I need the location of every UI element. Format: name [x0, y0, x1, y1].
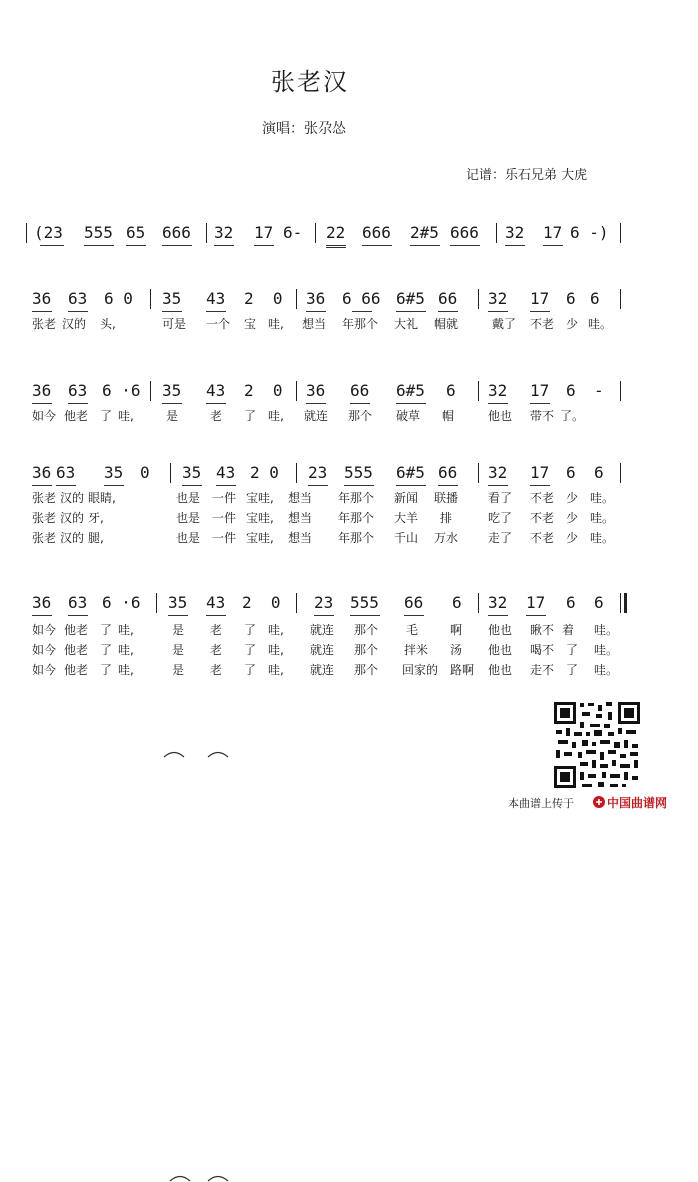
lyric-word: 哇。: [590, 511, 615, 525]
notation-token: 43: [206, 289, 226, 308]
lyric-word: 也是: [176, 491, 201, 505]
lyric-word: 千山: [394, 531, 419, 545]
lyric-word: 汉的: [60, 511, 85, 525]
lyric-word: 张老: [32, 531, 57, 545]
lyric-word: 那个: [354, 663, 379, 677]
notation-token: 6 ·6: [102, 593, 141, 612]
lyric-word: 那个: [354, 623, 379, 637]
notation-token: 66: [438, 463, 458, 482]
lyric-word: 那个: [354, 643, 379, 657]
notation-token: 6#5: [396, 463, 425, 482]
lyrics-line-3-verse-1: [0, 490, 698, 508]
notation-token: 666: [450, 223, 479, 242]
notation-line-intro: [0, 222, 698, 248]
lyric-word: 他也: [488, 663, 513, 677]
lyric-word: 哇。: [590, 531, 615, 545]
notation-line-4: [0, 592, 698, 618]
lyric-word: 戴了: [492, 317, 517, 331]
notation-token: 36: [306, 381, 326, 400]
lyric-word: 想当: [288, 511, 313, 525]
notation-token: 36: [32, 289, 52, 308]
lyric-word: 哇,: [268, 409, 284, 423]
notation-token: 666: [162, 223, 191, 242]
notation-token: 43: [216, 463, 236, 482]
notation-token: 6: [566, 463, 576, 482]
notation-token: 2#5: [410, 223, 439, 242]
notation-token: 63: [68, 593, 88, 612]
lyric-word: 是: [172, 623, 185, 637]
lyric-word: 了: [100, 409, 113, 423]
lyrics-line-4-verse-3: [0, 662, 698, 680]
lyric-word: 哇。: [588, 317, 613, 331]
notation-token: 666: [362, 223, 391, 242]
notation-token: 17: [530, 463, 550, 482]
lyric-word: 破草: [396, 409, 421, 423]
performer-credit: 演唱：张尕怂: [262, 121, 346, 137]
notation-token: 6: [594, 463, 604, 482]
lyric-word: 是: [166, 409, 179, 423]
lyric-word: 了: [244, 643, 257, 657]
notation-token: 6 -): [570, 223, 609, 242]
lyric-word: 年那个: [342, 317, 379, 331]
lyric-word: 回家的: [402, 663, 439, 677]
lyric-word: 宝: [244, 317, 257, 331]
notation-token: 6#5: [396, 289, 425, 308]
lyric-word: 不老: [530, 511, 555, 525]
notation-token: 32: [214, 223, 234, 242]
lyric-word: 就连: [310, 623, 335, 637]
notation-token: 17: [254, 223, 274, 242]
lyric-word: 老: [210, 409, 223, 423]
lyric-word: 年那个: [338, 491, 375, 505]
lyric-word: 少: [566, 511, 579, 525]
lyric-word: 老: [210, 623, 223, 637]
lyric-word: 少: [566, 531, 579, 545]
lyric-word: 哇,: [118, 663, 134, 677]
lyric-word: 不老: [530, 531, 555, 545]
lyric-word: 联播: [434, 491, 459, 505]
lyric-word: 想当: [288, 531, 313, 545]
notation-token: 6 ·6: [102, 381, 141, 400]
lyric-word: 老: [210, 663, 223, 677]
slur-mark: [206, 748, 230, 758]
lyric-word: 他老: [64, 623, 89, 637]
lyrics-line-4-verse-1: [0, 622, 698, 640]
svg-text:中国曲谱网: 中国曲谱网: [607, 796, 668, 810]
notation-token: 65: [126, 223, 146, 242]
lyric-word: 着: [562, 623, 575, 637]
notation-token: 6: [446, 381, 456, 400]
notation-token: 2 0: [244, 381, 283, 400]
lyric-word: 排: [440, 511, 453, 525]
lyric-word: 了: [244, 623, 257, 637]
lyrics-line-2: [0, 408, 698, 426]
site-logo: [592, 793, 688, 811]
notation-token: 6: [594, 593, 604, 612]
notation-token: 2 0: [242, 593, 281, 612]
notation-token: 17: [530, 289, 550, 308]
notation-token: 23: [308, 463, 328, 482]
lyric-word: 是: [172, 663, 185, 677]
lyric-word: 哇,: [118, 643, 134, 657]
notation-token: 66: [404, 593, 424, 612]
lyric-word: 喝不: [530, 643, 555, 657]
notation-token: 43: [206, 593, 226, 612]
notation-token: 35: [182, 463, 202, 482]
notation-token: 36: [32, 593, 52, 612]
lyric-word: 年那个: [338, 511, 375, 525]
notation-token: 36: [306, 289, 326, 308]
lyric-word: 哇。: [594, 623, 619, 637]
lyric-word: 了: [100, 643, 113, 657]
notation-token: 2 0: [244, 289, 283, 308]
notation-token: 2 0: [250, 463, 279, 482]
lyric-word: 吃了: [488, 511, 513, 525]
lyric-word: 想当: [302, 317, 327, 331]
lyric-word: 了: [244, 663, 257, 677]
lyric-word: 不老: [530, 491, 555, 505]
lyric-word: 拌米: [404, 643, 429, 657]
notation-token: 6 66: [342, 289, 381, 308]
lyric-word: 他也: [488, 623, 513, 637]
qr-code-image: [552, 700, 642, 790]
lyric-word: 帽就: [434, 317, 459, 331]
notation-token: 6#5: [396, 381, 425, 400]
lyric-word: 哇,: [118, 623, 134, 637]
lyric-word: 新闻: [394, 491, 419, 505]
lyric-word: 他也: [488, 643, 513, 657]
notation-token: 6: [566, 593, 576, 612]
notation-token: 6-: [283, 223, 303, 242]
lyric-word: 啊: [450, 623, 463, 637]
lyric-word: 年那个: [338, 531, 375, 545]
notation-token: 6: [566, 289, 576, 308]
notation-token: 66: [350, 381, 370, 400]
lyric-word: 眼睛,: [88, 491, 116, 505]
lyric-word: 头,: [100, 317, 116, 331]
lyric-word: 路啊: [450, 663, 475, 677]
lyric-word: 了。: [560, 409, 585, 423]
lyric-word: 汉的: [60, 531, 85, 545]
notation-token: 6: [566, 381, 576, 400]
lyric-word: 了: [100, 623, 113, 637]
notation-line-2: [0, 380, 698, 406]
lyric-word: 看了: [488, 491, 513, 505]
lyric-word: 汉的: [60, 491, 85, 505]
lyric-word: 哇。: [594, 663, 619, 677]
notation-token: 23: [314, 593, 334, 612]
notation-token: 32: [488, 289, 508, 308]
lyrics-line-3-verse-3: [0, 530, 698, 548]
lyric-word: 少: [566, 491, 579, 505]
lyric-word: 哇。: [594, 643, 619, 657]
lyric-word: 带不: [530, 409, 555, 423]
lyric-word: 一个: [206, 317, 231, 331]
slur-mark: [168, 1172, 192, 1182]
notation-token: 35: [162, 289, 182, 308]
notation-token: 35: [168, 593, 188, 612]
lyric-word: 大羊: [394, 511, 419, 525]
notation-token: 17: [530, 381, 550, 400]
lyric-word: 老: [210, 643, 223, 657]
lyric-word: 也是: [176, 531, 201, 545]
lyric-word: 如今: [32, 623, 57, 637]
notation-token: 555: [344, 463, 373, 482]
notation-token: 43: [206, 381, 226, 400]
lyric-word: 也是: [176, 511, 201, 525]
notation-token: 6: [452, 593, 462, 612]
lyric-word: 就连: [304, 409, 329, 423]
lyric-word: 张老: [32, 317, 57, 331]
lyric-word: 毛: [406, 623, 419, 637]
lyric-word: 张老: [32, 491, 57, 505]
lyric-word: 了: [244, 409, 257, 423]
notation-token: 35: [104, 463, 124, 482]
song-title: 张老汉: [271, 68, 349, 96]
lyric-word: 腿,: [88, 531, 104, 545]
lyric-word: 一件: [212, 531, 237, 545]
notation-line-1: [0, 288, 698, 314]
lyrics-line-1: [0, 316, 698, 334]
notation-token: 36: [32, 381, 52, 400]
notation-token: -: [594, 381, 604, 400]
lyric-word: 哇,: [268, 623, 284, 637]
lyric-word: 张老: [32, 511, 57, 525]
lyric-word: 那个: [348, 409, 373, 423]
notation-token: 17: [526, 593, 546, 612]
transcriber-credit: 记谱：乐石兄弟 大虎: [466, 168, 588, 183]
lyric-word: 汉的: [62, 317, 87, 331]
lyric-word: 他老: [64, 409, 89, 423]
lyric-word: 是: [172, 643, 185, 657]
lyric-word: 走了: [488, 531, 513, 545]
lyric-word: 哇,: [118, 409, 134, 423]
lyric-word: 如今: [32, 409, 57, 423]
notation-token: 32: [488, 593, 508, 612]
notation-token: 17: [543, 223, 563, 242]
notation-token: 35: [162, 381, 182, 400]
lyric-word: 汤: [450, 643, 463, 657]
lyric-word: 瞅不: [530, 623, 555, 637]
notation-token: 6: [590, 289, 600, 308]
notation-token: 63: [56, 463, 76, 482]
lyric-word: 想当: [288, 491, 313, 505]
lyric-word: 哇,: [268, 317, 284, 331]
lyric-word: 他也: [488, 409, 513, 423]
lyric-word: 宝哇,: [246, 491, 274, 505]
notation-token: 63: [68, 289, 88, 308]
lyrics-line-3-verse-2: [0, 510, 698, 528]
notation-token: 6 0: [104, 289, 133, 308]
lyric-word: 了: [100, 663, 113, 677]
lyric-word: 宝哇,: [246, 531, 274, 545]
lyric-word: 宝哇,: [246, 511, 274, 525]
notation-token: (23: [34, 223, 63, 242]
lyric-word: 了: [566, 663, 579, 677]
notation-token: 555: [350, 593, 379, 612]
lyric-word: 走不: [530, 663, 555, 677]
lyric-word: 不老: [530, 317, 555, 331]
notation-token: 0: [140, 463, 150, 482]
lyric-word: 如今: [32, 643, 57, 657]
slur-mark: [162, 748, 186, 758]
notation-line-3: [0, 462, 698, 488]
lyric-word: 万水: [434, 531, 459, 545]
lyric-word: 他老: [64, 643, 89, 657]
notation-token: 22: [326, 223, 346, 242]
lyrics-line-4-verse-2: [0, 642, 698, 660]
lyric-word: 牙,: [88, 511, 104, 525]
notation-token: 32: [505, 223, 525, 242]
lyric-word: 就连: [310, 643, 335, 657]
lyric-word: 如今: [32, 663, 57, 677]
lyric-word: 帽: [442, 409, 455, 423]
lyric-word: 哇,: [268, 643, 284, 657]
notation-token: 63: [68, 381, 88, 400]
notation-token: 36: [32, 463, 52, 482]
notation-token: 32: [488, 381, 508, 400]
upload-note: 本曲谱上传于: [508, 797, 574, 810]
lyric-word: 了: [566, 643, 579, 657]
lyric-word: 哇,: [268, 663, 284, 677]
lyric-word: 一件: [212, 511, 237, 525]
notation-token: 66: [438, 289, 458, 308]
lyric-word: 大礼: [394, 317, 419, 331]
notation-token: 32: [488, 463, 508, 482]
lyric-word: 他老: [64, 663, 89, 677]
notation-token: 555: [84, 223, 113, 242]
lyric-word: 可是: [162, 317, 187, 331]
slur-mark: [206, 1172, 230, 1182]
lyric-word: 哇。: [590, 491, 615, 505]
lyric-word: 一件: [212, 491, 237, 505]
lyric-word: 少: [566, 317, 579, 331]
lyric-word: 就连: [310, 663, 335, 677]
